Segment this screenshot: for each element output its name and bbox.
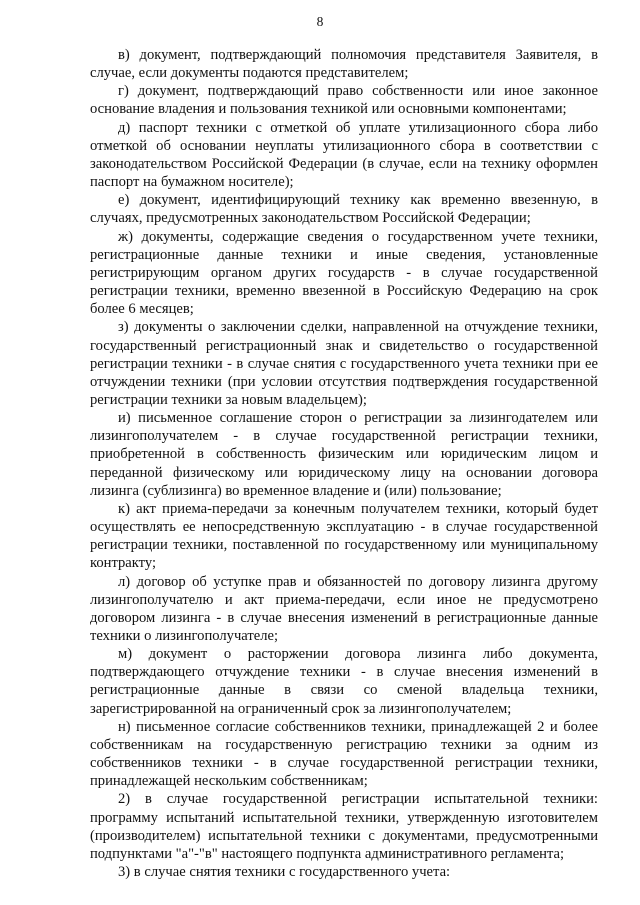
paragraph-d: д) паспорт техники с отметкой об уплате утилизационного сбора либо отметкой об основании неуплаты утилизационного сбора в соответствии с законодательством Российской Федерации (в случае, если на технику оформлен паспорт на бумажном носителе); <box>90 119 598 191</box>
paragraph-item-3: 3) в случае снятия техники с государственного учета: <box>118 864 451 881</box>
paragraph-v: в) документ, подтверждающий полномочия представителя Заявителя, в случае, если документы подаются представителем; <box>90 47 598 82</box>
paragraph-item-2: 2) в случае государственной регистрации испытательной техники: программу испытаний испытательной техники, утвержденную изготовителем (производителем) испытательной техники с документами, предусмотренными подпунктами "а"-"в" настоящего подпункта административного регламента; <box>90 791 598 862</box>
paragraph-z: з) документы о заключении сделки, направленной на отчуждение техники, государственный регистрационный знак и свидетельство о государственной регистрации техники - в случае снятия с государственного учета техники при ее отчуждении техники (при условии отсутствия подтверждения государственной регистрации техники за новым владельцем); <box>90 319 598 408</box>
paragraph-e: е) документ, идентифицирующий технику как временно ввезенную, в случаях, предусмотренных законодательством Российской Федерации; <box>90 192 598 227</box>
paragraph-i: и) письменное соглашение сторон о регистрации за лизингодателем или лизингополучателем - в случае государственной регистрации техники, приобретенной в собственность физическим или юридическим лицом и переданной физическому или юридическому лицу на основании договора лизинга (сублизинга) во временное владение и (или) пользование; <box>90 410 598 499</box>
paragraph-g: г) документ, подтверждающий право собственности или иное законное основание владения и пользования техникой или основными компонентами; <box>90 83 598 118</box>
paragraph-m: м) документ о расторжении договора лизинга либо документа, подтверждающего отчуждение техники - в случае внесения изменений в регистрационные данные в связи со сменой владельца техники, зарегистрированной на ограниченный срок за лизингополучателем; <box>90 646 598 717</box>
paragraph-k: к) акт приема-передачи за конечным получателем техники, который будет осуществлять ее непосредственную эксплуатацию - в случае государственной регистрации техники, поставленной по государственному или муниципальному контракту; <box>90 500 598 572</box>
page-number: 8 <box>316 14 324 29</box>
document-body <box>90 46 598 881</box>
paragraph-n: н) письменное согласие собственников техники, принадлежащей 2 и более собственникам на государственную регистрацию техники за одним из собственников техники - в случае государственной регистрации техники, принадлежащей нескольким собственникам; <box>90 718 598 790</box>
paragraph-zh: ж) документы, содержащие сведения о государственном учете техники, регистрационные данные техники и иные сведения, установленные регистрирующим органом других государств - в случае государственной регистрации техники, временно ввезенной в Российскую Федерацию на срок более 6 месяцев; <box>90 228 598 318</box>
paragraph-l: л) договор об уступке прав и обязанностей по договору лизинга другому лизингополучателю и акт приема-передачи, если иное не предусмотрено договором лизинга - в случае внесения изменений в регистрационные данные техники о лизингополучателе; <box>90 573 598 644</box>
